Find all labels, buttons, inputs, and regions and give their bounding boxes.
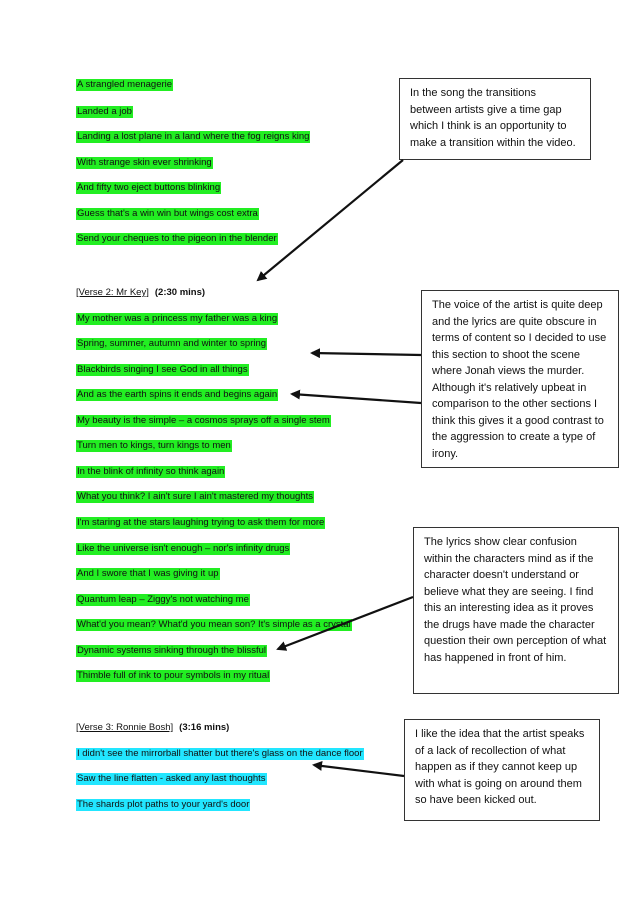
lyric-line: What you think? I ain't sure I ain't mastered my thoughts bbox=[77, 491, 313, 502]
annotation-note: In the song the transitions between artists give a time gap which I think is an opportunity to make a transition within the video. bbox=[399, 78, 591, 160]
lyric-line: With strange skin ever shrinking bbox=[77, 157, 212, 168]
lyric-line: A strangled menagerie bbox=[77, 79, 173, 90]
lyric-line: My mother was a princess my father was a king bbox=[77, 313, 278, 324]
lyric-line: Landing a lost plane in a land where the fog reigns king bbox=[77, 131, 310, 142]
lyric-line: The shards plot paths to your yard's door bbox=[77, 799, 250, 810]
lyric-line: Send your cheques to the pigeon in the blender bbox=[77, 233, 277, 244]
lyric-line: And fifty two eject buttons blinking bbox=[77, 182, 221, 193]
arrow bbox=[278, 597, 413, 649]
arrow bbox=[258, 160, 403, 280]
annotation-note: The lyrics show clear confusion within the characters mind as if the character doesn't understand or believe what they are seeing. I find this an interesting idea as it proves the drugs have made the character question their own perception of what has happened in front of him. bbox=[413, 527, 619, 694]
lyric-line: Turn men to kings, turn kings to men bbox=[77, 440, 231, 451]
verse-2-label: [Verse 2: Mr Key] bbox=[76, 287, 149, 298]
lyric-line: Thimble full of ink to pour symbols in my ritual bbox=[77, 670, 270, 681]
lyric-line: What'd you mean? What'd you mean son? It's simple as a crystal bbox=[77, 619, 351, 630]
verse-3-time: (3:16 mins) bbox=[179, 722, 230, 733]
arrow bbox=[292, 394, 421, 403]
lyric-line: Spring, summer, autumn and winter to spring bbox=[77, 338, 267, 349]
lyric-line: Blackbirds singing I see God in all things bbox=[77, 364, 248, 375]
lyric-line: And I swore that I was giving it up bbox=[77, 568, 219, 579]
arrow bbox=[312, 353, 421, 355]
verse-3-label: [Verse 3: Ronnie Bosh] bbox=[76, 722, 174, 733]
lyric-line: I'm staring at the stars laughing trying to ask them for more bbox=[77, 517, 325, 528]
lyric-line: In the blink of infinity so think again bbox=[77, 466, 225, 477]
lyric-line: Guess that's a win win but wings cost extra bbox=[77, 208, 258, 219]
annotation-note: I like the idea that the artist speaks of a lack of recollection of what happen as if they cannot keep up with what is going on around them so have been kicked out. bbox=[404, 719, 600, 821]
lyric-line: And as the earth spins it ends and begins again bbox=[77, 389, 278, 400]
lyric-line: I didn't see the mirrorball shatter but there's glass on the dance floor bbox=[77, 748, 363, 759]
arrow bbox=[314, 765, 404, 776]
annotation-note: The voice of the artist is quite deep and the lyrics are quite obscure in terms of content so I decided to use this section to shoot the scene where Jonah views the murder. Although it's relatively upbeat in comparison to the other sections I think this gives it a good contrast to the aggression to create a type of irony. bbox=[421, 290, 619, 468]
lyric-line: Dynamic systems sinking through the blissful bbox=[77, 645, 267, 656]
verse-2-time: (2:30 mins) bbox=[154, 287, 206, 298]
lyric-line: My beauty is the simple – a cosmos sprays off a single stem bbox=[77, 415, 330, 426]
lyric-line: Landed a job bbox=[77, 106, 132, 117]
lyric-line: Quantum leap – Ziggy's not watching me bbox=[77, 594, 249, 605]
lyric-line: Saw the line flatten - asked any last thoughts bbox=[77, 773, 266, 784]
lyric-line: Like the universe isn't enough – nor's infinity drugs bbox=[77, 543, 290, 554]
